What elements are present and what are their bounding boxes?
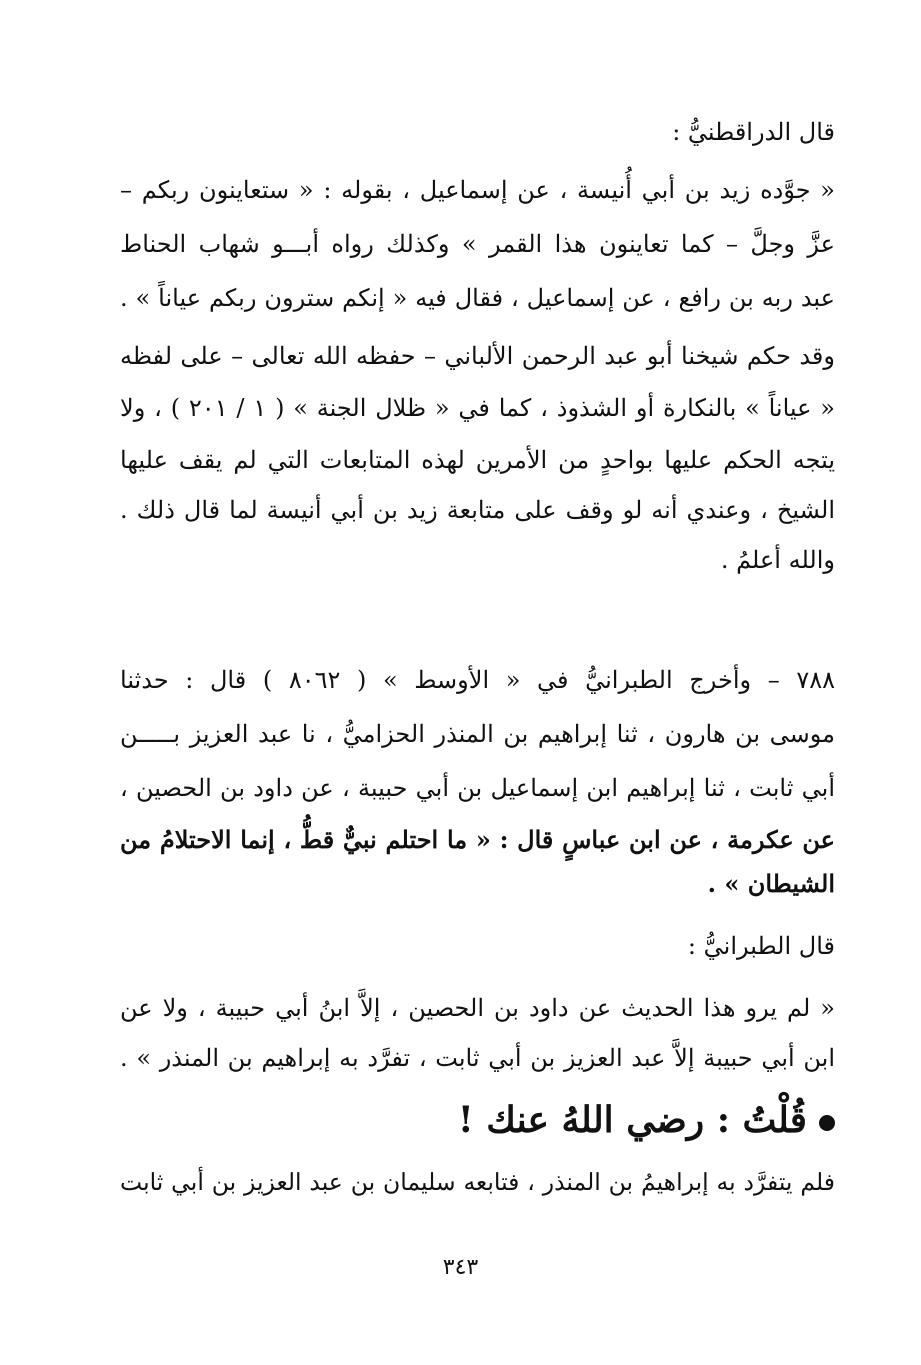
- text-line: فلم يتفرَّد به إبراهيمُ بن المنذر ، فتابعه سليمان بن عبد العزيز بن أبي ثابت: [120, 1168, 835, 1196]
- text-line: ابن أبي حبيبة إلاَّ عبد العزيز بن أبي ثابت ، تفرَّد به إبراهيم بن المنذر » .: [120, 1044, 835, 1072]
- text-line: « جوَّده زيد بن أبي أُنيسة ، عن إسماعيل ، بقوله : « ستعاينون ربكم –: [120, 176, 835, 204]
- bullet-icon: [819, 1115, 835, 1131]
- section-heading: [120, 1092, 835, 1148]
- text-line: قال الطبرانيُّ :: [687, 932, 835, 960]
- text-line: أبي ثابت ، ثنا إبراهيم ابن إسماعيل بن أبي حبيبة ، عن داود بن الحصين ،: [120, 774, 835, 802]
- text-line: الشيطان » .: [707, 869, 835, 898]
- text-line: والله أعلمُ .: [720, 546, 835, 574]
- hadith-number-line: ٧٨٨ – وأخرج الطبرانيُّ في « الأوسط » ( ٨٠٦٢ ) قال : حدثنا: [120, 666, 835, 694]
- text-line: عن عكرمة ، عن ابن عباسٍ قال : « ما احتلم نبيٌّ قطُّ ، إنما الاحتلامُ من: [120, 825, 835, 854]
- text-line: « لم يرو هذا الحديث عن داود بن الحصين ، إلاَّ ابنُ أبي حبيبة ، ولا عن: [120, 994, 835, 1022]
- text-line: « عياناً » بالنكارة أو الشذوذ ، كما في « ظلال الجنة » ( ١ / ٢٠١ ) ، ولا: [120, 394, 835, 422]
- page-number: ٣٤٣: [442, 1255, 479, 1280]
- text-line: عبد ربه بن رافع ، عن إسماعيل ، فقال فيه « إنكم سترون ربكم عياناً » .: [120, 284, 835, 312]
- text-line: يتجه الحكم عليها بواحدٍ من الأمرين لهذه المتابعات التي لم يقف عليها: [120, 446, 835, 474]
- heading-text: قُلْتُ : رضي اللهُ عنك !: [457, 1099, 807, 1141]
- text-line: موسى بن هارون ، ثنا إبراهيم بن المنذر الحزاميُّ ، نا عبد العزيز بـــــن: [120, 720, 835, 748]
- text-line: وقد حكم شيخنا أبو عبد الرحمن الألباني – حفظه الله تعالى – على لفظه: [120, 342, 835, 370]
- text-line: قال الدراقطنيُّ :: [672, 118, 835, 146]
- text-line: عزَّ وجلَّ – كما تعاينون هذا القمر » وكذلك رواه أبـــو شهاب الحناط: [120, 230, 835, 258]
- text-line: الشيخ ، وعندي أنه لو وقف على متابعة زيد بن أبي أنيسة لما قال ذلك .: [120, 496, 835, 524]
